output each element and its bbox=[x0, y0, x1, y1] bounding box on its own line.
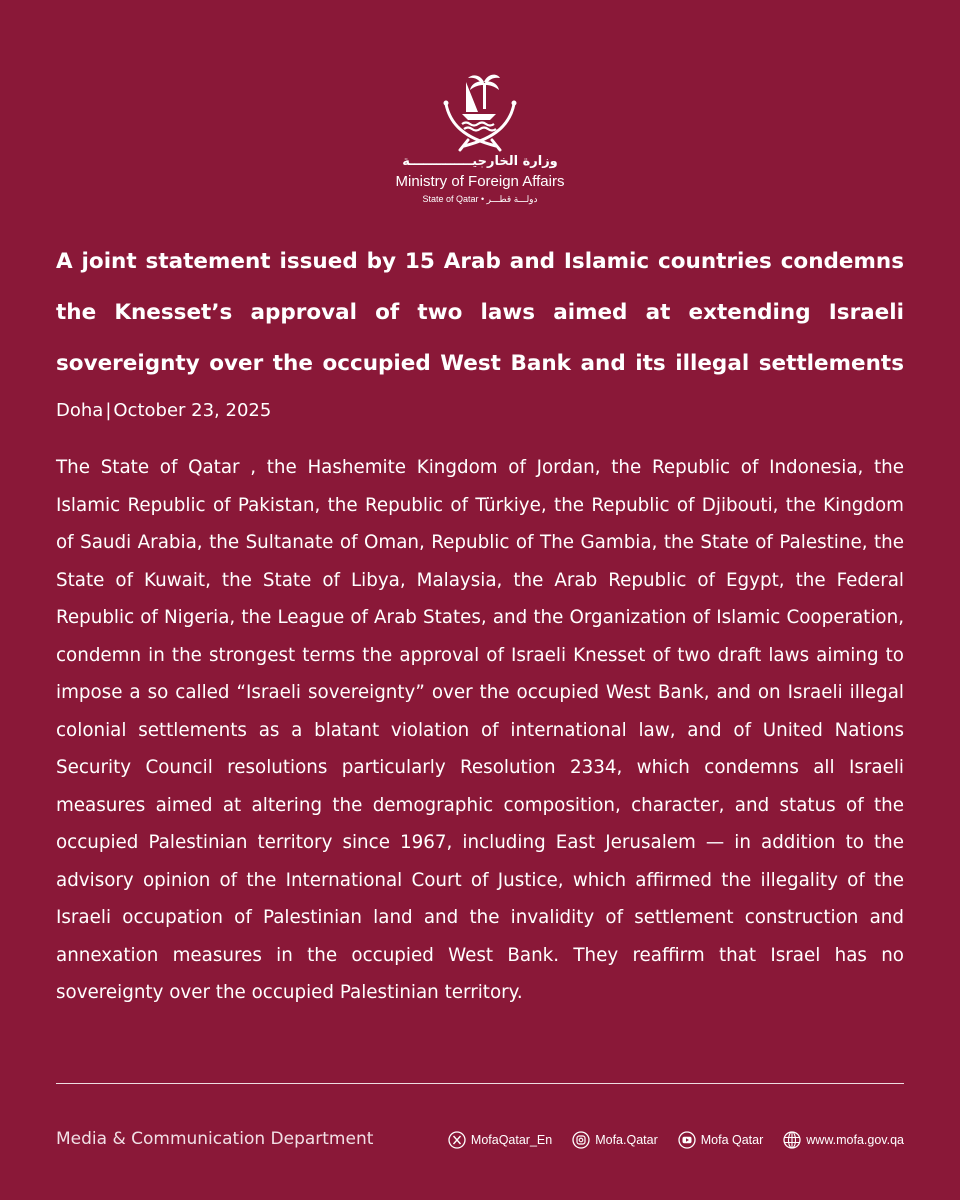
ministry-arabic-name: وزارة الخارجيــــــــــــــة bbox=[402, 154, 558, 169]
globe-icon bbox=[783, 1131, 801, 1149]
ministry-logo bbox=[388, 68, 572, 218]
footer-department: Media & Communication Department bbox=[56, 1129, 374, 1149]
social-link-instagram[interactable] bbox=[572, 1131, 658, 1149]
ministry-english-name: Ministry of Foreign Affairs bbox=[395, 173, 565, 190]
social-link-x[interactable] bbox=[448, 1131, 552, 1149]
social-label-instagram: Mofa.Qatar bbox=[595, 1133, 658, 1147]
qatar-emblem-icon bbox=[440, 68, 520, 152]
dateline-separator: | bbox=[105, 400, 112, 421]
social-label-youtube: Mofa Qatar bbox=[700, 1133, 764, 1147]
footer-divider bbox=[56, 1083, 904, 1084]
dateline bbox=[56, 398, 271, 424]
dateline-city: Doha bbox=[56, 400, 104, 421]
social-label-website: www.mofa.gov.qa bbox=[806, 1133, 904, 1147]
statement-headline: A joint statement issued by 15 Arab and Islamic countries condemns the Knesset’s approval of two laws aimed at extending Israeli sovereignty over the occupied West Bank and its illegal settlements bbox=[56, 249, 904, 376]
social-link-youtube[interactable] bbox=[678, 1131, 764, 1149]
social-link-website[interactable] bbox=[783, 1131, 904, 1149]
x-icon bbox=[448, 1131, 466, 1149]
ministry-subtitle: State of Qatar • دولـــة قطـــر bbox=[422, 194, 538, 204]
statement-body: The State of Qatar , the Hashemite Kingdom of Jordan, the Republic of Indonesia, the Islamic Republic of Pakistan, the Republic of Türkiye, the Republic of Djibouti, the Kingdom of Saudi Arabia, the Sultanate of Oman, Republic of The Gambia, the State of Palestine, the State of Kuwait, the State of Libya, Malaysia, the Arab Republic of Egypt, the Federal Republic of Nigeria, the League of Arab States, and the Organization of Islamic Cooperation, condemn in the strongest terms the approval of Israeli Knesset of two draft laws aiming to impose a so called “Israeli sovereignty” over the occupied West Bank, and on Israeli illegal colonial settlements as a blatant violation of international law, and of United Nations Security Council resolutions particularly Resolution 2334, which condemns all Israeli measures aimed at altering the demographic composition, character, and status of the occupied Palestinian territory since 1967, including East Jerusalem — in addition to the advisory opinion of the International Court of Justice, which affirmed the illegality of the Israeli occupation of Palestinian land and the invalidity of settlement construction and annexation measures in the occupied West Bank. They reaffirm that Israel has no sovereignty over the occupied Palestinian territory. bbox=[56, 457, 904, 1003]
social-links bbox=[448, 1128, 904, 1152]
social-label-x: MofaQatar_En bbox=[470, 1133, 553, 1147]
instagram-icon bbox=[572, 1131, 590, 1149]
youtube-icon bbox=[678, 1131, 696, 1149]
dateline-date: October 23, 2025 bbox=[113, 400, 272, 421]
